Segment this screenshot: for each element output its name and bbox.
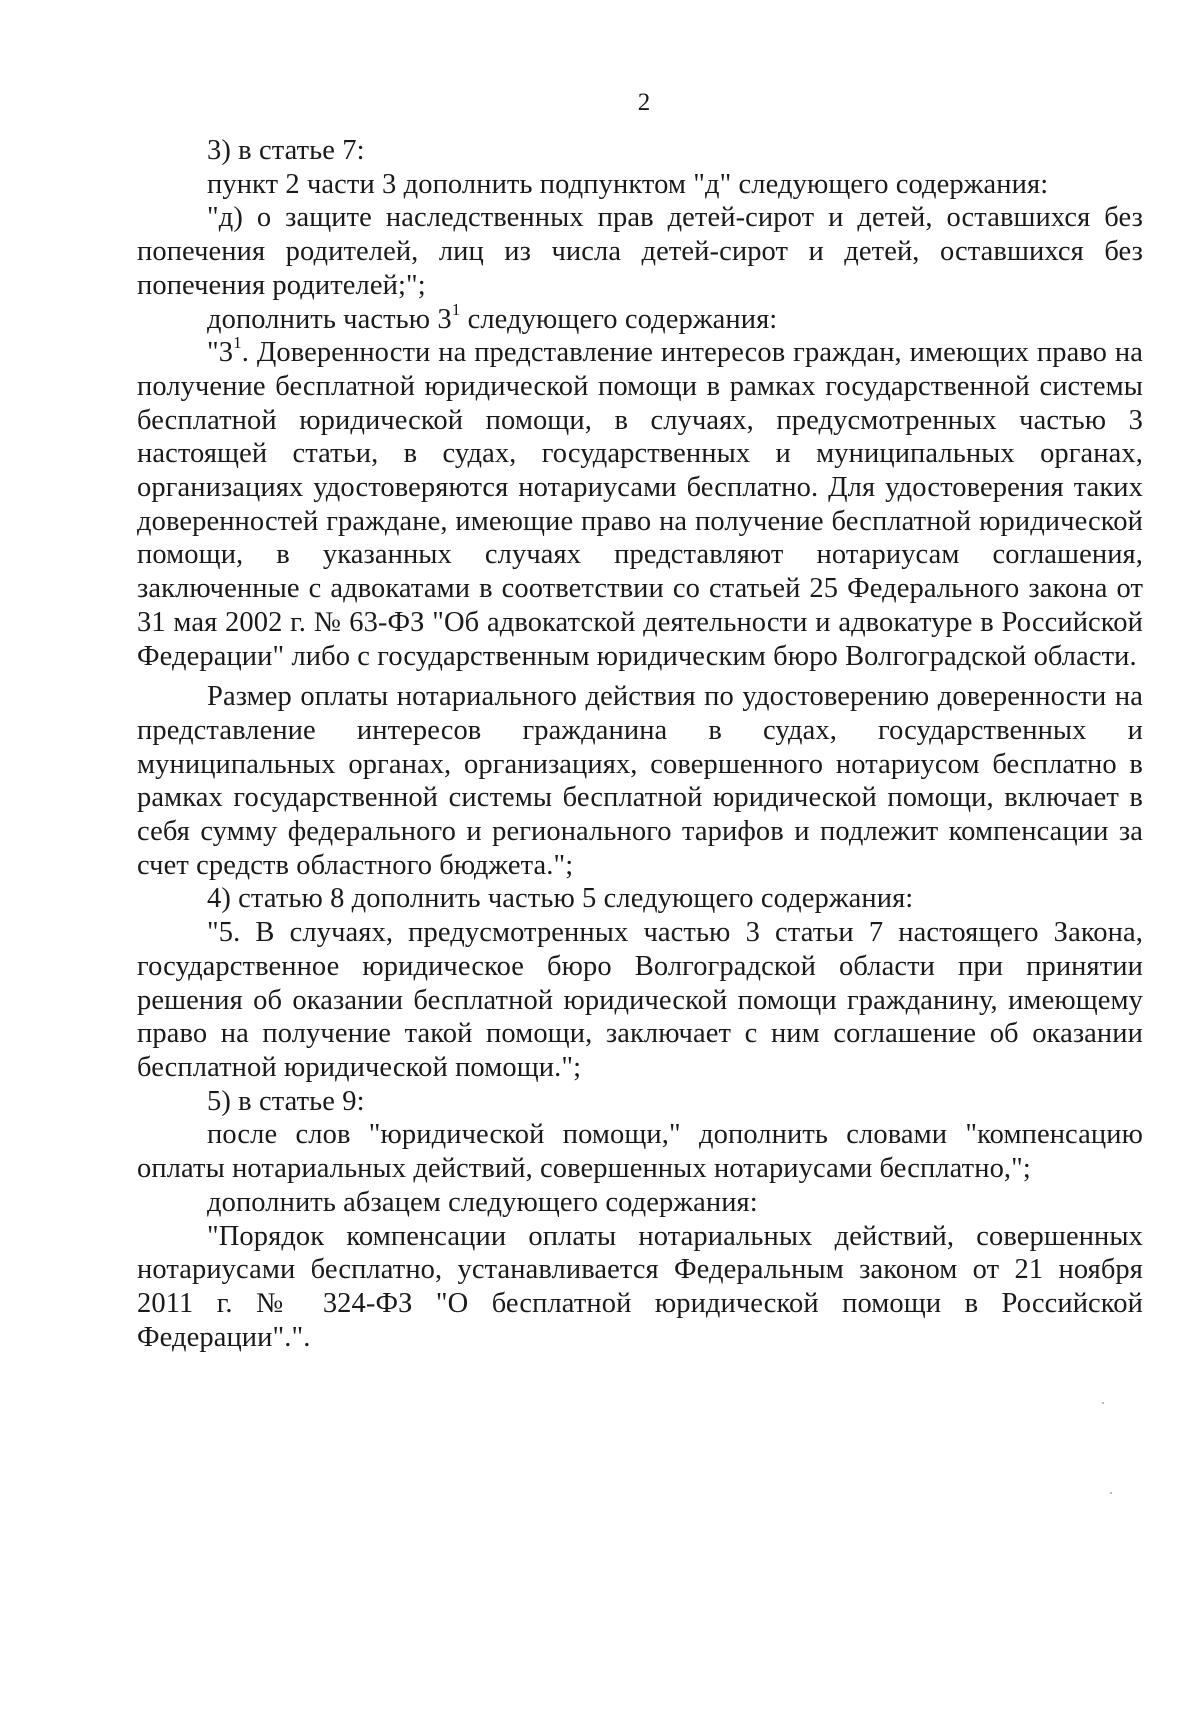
- paragraph-payment-size: Размер оплаты нотариального действия по удостоверению доверенности на представление интересов гражданина в судах, государственных и муниципальных органах, организациях, совершенного нотариусом бесплатно в рамках государственной системы бесплатной юридической помощи, включает в себя сумму федерального и регионального тарифов и подлежит компенсации за счет средств областного бюджета.";: [137, 681, 1143, 881]
- paragraph-part-5-text: "5. В случаях, предусмотренных частью 3 статьи 7 настоящего Закона, государственное юридическое бюро Волгоградской области при принятии решения об оказании бесплатной юридической помощи гражданину, имеющему право на получение такой помощи, заключает с ним соглашение об оказании бесплатной юридической помощи.";: [137, 917, 1143, 1083]
- paragraph-add-part-3-1: [137, 299, 1143, 337]
- paragraph-article-8-amendment: 4) статью 8 дополнить частью 5 следующего содержания:: [207, 883, 914, 915]
- text-run: следующего содержания:: [460, 303, 778, 335]
- paragraph-after-words: после слов "юридической помощи," дополнить словами "компенсацию оплаты нотариальных действий, совершенных нотариусами бесплатно,";: [137, 1119, 1143, 1185]
- document-body: [137, 134, 1143, 1354]
- paragraph-article-9-heading: 5) в статье 9:: [207, 1085, 365, 1117]
- superscript: 1: [451, 299, 461, 319]
- superscript: 1: [233, 333, 242, 353]
- scan-speck: [1110, 1492, 1112, 1494]
- scan-speck: [1102, 1402, 1104, 1404]
- text-run: "3: [207, 337, 234, 369]
- text-run: . Доверенности на представление интересов граждан, имеющих право на получение бесплатной юридической помощи в рамках государственной системы бесплатной юридической помощи, в случаях, предусмотренных частью 3 настоящей статьи, в судах, государственных и муниципальных органах, организациях удостоверяются нотариусами бесплатно. Для удостоверения таких доверенностей граждане, имеющие право на получение бесплатной юридической помощи, в указанных случаях представляют нотариусам соглашения, заключенные с адвокатами в соответствии со статьей 25 Федерального закона от 31 мая 2002 г. № 63-ФЗ "Об адвокатской деятельности и адвокатуре в Российской Федерации" либо с государственным юридическим бюро Волгоградской области.: [137, 337, 1143, 672]
- paragraph-add-subparagraph: дополнить абзацем следующего содержания:: [207, 1186, 758, 1218]
- text-run: дополнить частью 3: [207, 303, 452, 335]
- paragraph-subitem-d: "д) о защите наследственных прав детей-сирот и детей, оставшихся без попечения родителей, лиц из числа детей-сирот и детей, оставшихся без попечения родителей;";: [137, 202, 1143, 301]
- page-number: 2: [637, 89, 651, 116]
- paragraph-article-7-heading: 3) в статье 7:: [207, 135, 365, 166]
- paragraph-part-3-1-text: [137, 333, 1143, 673]
- paragraph-item-2-part-3: пункт 2 части 3 дополнить подпунктом "д" следующего содержания:: [207, 168, 1049, 200]
- paragraph-compensation-procedure: "Порядок компенсации оплаты нотариальных действий, совершенных нотариусами бесплатно, устанавливается Федеральным законом от 21 ноября 2011 г. № 324-ФЗ "О бесплатной юридической помощи в Российской Федерации".".: [137, 1220, 1143, 1353]
